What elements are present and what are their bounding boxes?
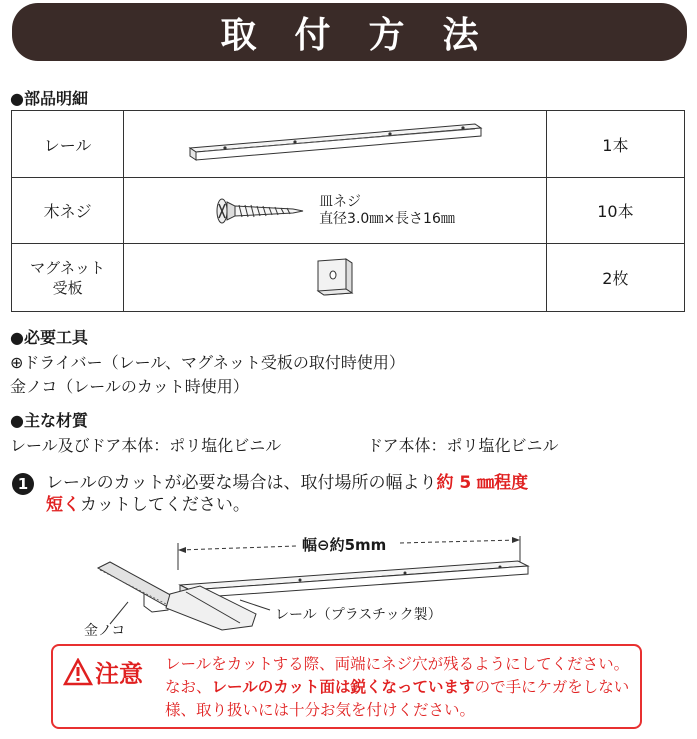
- tool-item: 金ノコ（レールのカット時使用）: [10, 377, 249, 396]
- parts-table: [11, 110, 685, 312]
- part-name-line2: 受板: [52, 278, 83, 297]
- caution-text: [165, 653, 635, 722]
- part-name: 木ネジ: [12, 178, 124, 244]
- part-qty: 1本: [546, 111, 684, 178]
- title-banner: [12, 3, 687, 61]
- part-name-line1: マグネット: [30, 258, 105, 277]
- part-image-cell: [124, 111, 547, 178]
- rail-icon: [185, 120, 485, 164]
- caution-text-b: ので手にケガをしない様、取り扱いには十分お気を付けください。: [165, 678, 630, 719]
- width-label: 幅⊖約5mm: [302, 536, 387, 554]
- caution-box: [51, 644, 642, 729]
- part-name: レール: [12, 111, 124, 178]
- tool-item: ⊕ドライバー（レール、マグネット受板の取付時使用）: [10, 353, 405, 372]
- step-text-red-a: 約 5 ㎜程度: [436, 473, 529, 493]
- magnet-plate-icon: [312, 253, 358, 299]
- step-text-red-b: 短く: [46, 495, 80, 515]
- cutting-diagram: [0, 528, 697, 640]
- step-text-b: カットしてください。: [80, 495, 250, 515]
- parts-heading: ●部品明細: [10, 89, 88, 108]
- part-image-cell: [124, 244, 547, 312]
- part-image-cell: [124, 178, 547, 244]
- page-title: 取付方法: [220, 14, 517, 56]
- warning-icon: [63, 658, 93, 686]
- table-row: [12, 111, 685, 178]
- caution-text-bold: レールのカット面は鋭くなっています: [211, 678, 475, 696]
- table-row: [12, 178, 685, 244]
- step-1-text: [46, 472, 686, 516]
- material-door: ドア本体：ポリ塩化ビニル: [367, 436, 559, 455]
- part-qty: 10本: [546, 178, 684, 244]
- caution-text-a: レールをカットする際、両端にネジ穴が残るようにしてください。なお、: [165, 655, 630, 696]
- caution-label: [63, 654, 143, 689]
- screw-type: 皿ネジ: [319, 193, 362, 210]
- tools-heading: ●必要工具: [10, 328, 88, 347]
- step-number-badge: 1: [12, 473, 34, 495]
- part-qty: 2枚: [546, 244, 684, 312]
- materials-heading: ●主な材質: [10, 411, 88, 430]
- step-text-a: レールのカットが必要な場合は、取付場所の幅より: [46, 473, 437, 493]
- saw-label: 金ノコ: [84, 623, 126, 639]
- material-rail: レール及びドア本体：ポリ塩化ビニル: [10, 436, 282, 455]
- part-name: [12, 244, 124, 312]
- table-row: [12, 244, 685, 312]
- rail-label: レール（プラスチック製）: [275, 607, 442, 623]
- caution-title: 注意: [95, 660, 143, 688]
- wood-screw-icon: [215, 196, 305, 226]
- screw-size: 直径3.0㎜×長さ16㎜: [319, 210, 455, 227]
